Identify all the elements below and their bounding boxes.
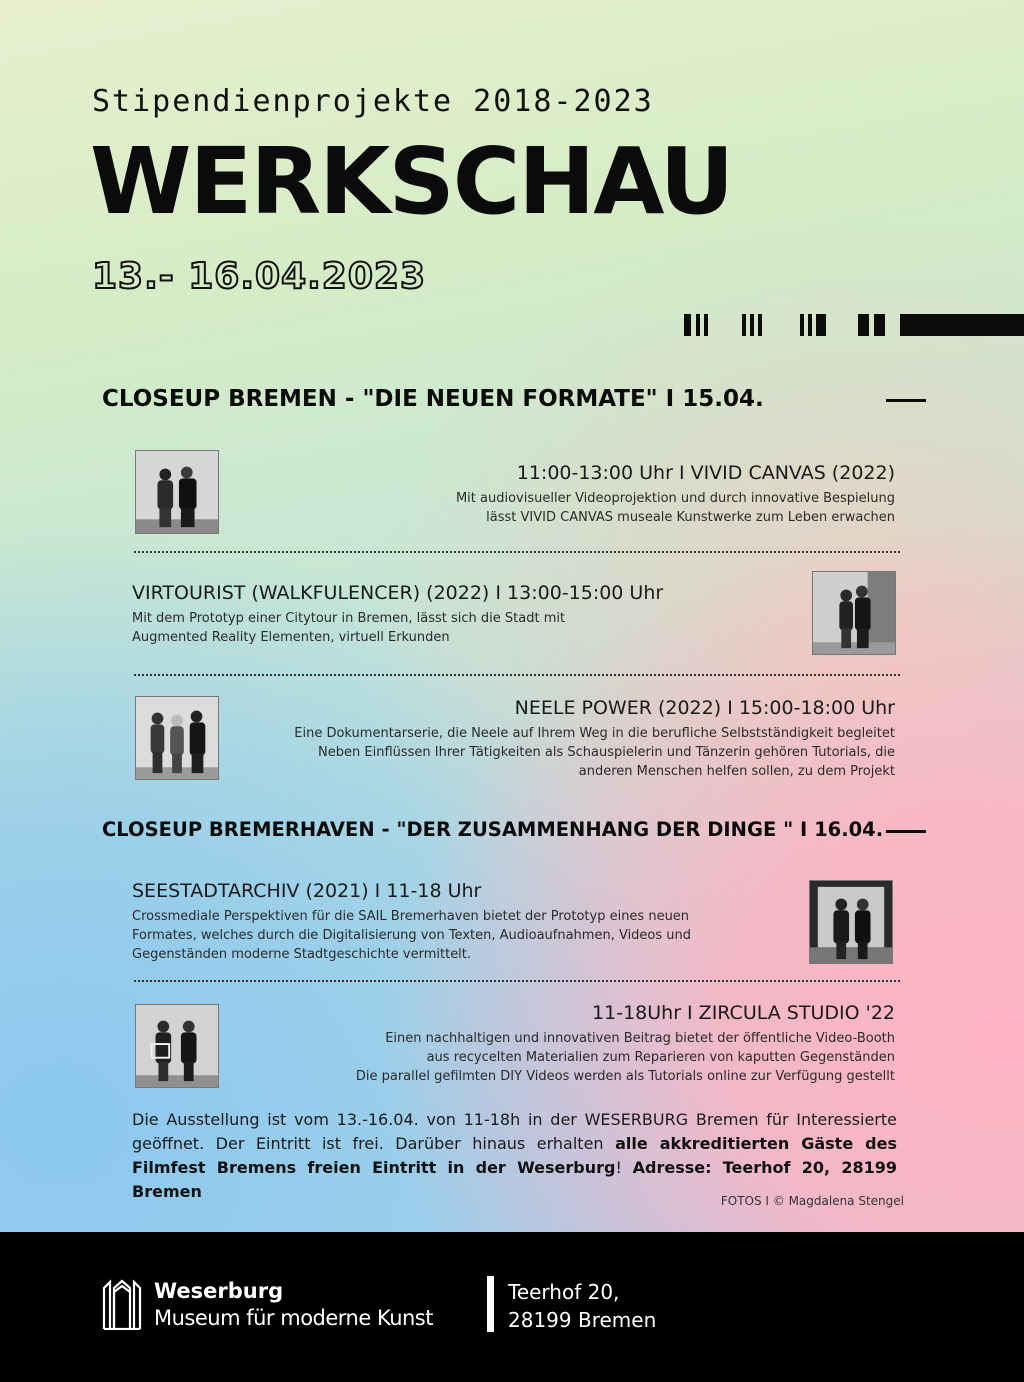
info-address: Adresse: Teerhof 20, 28199 Bremen — [132, 1158, 898, 1201]
event-vivid-canvas — [335, 462, 895, 527]
pretitle: Stipendienprojekte 2018-2023 — [92, 84, 654, 119]
event-desc-line: Augmented Reality Elementen, virtuell Erkunden — [132, 630, 450, 645]
event-zircula-studio — [275, 1002, 895, 1086]
event-desc-line: Einen nachhaltigen und innovativen Beitrag bietet der öffentliche Video-Booth — [385, 1031, 895, 1046]
event-title: 11:00-13:00 Uhr I VIVID CANVAS (2022) — [516, 462, 895, 484]
event-title: VIRTOURIST (WALKFULENCER) (2022) I 13:00-15:00 Uhr — [132, 582, 664, 604]
group-photo — [135, 696, 219, 780]
event-desc-line: Gegenständen moderne Stadtgeschichte vermittelt. — [132, 947, 472, 962]
info-highlight: alle akkreditierten Gäste des Filmfest Bremens freien Eintritt in der Weserburg — [132, 1134, 897, 1177]
group-photo — [809, 880, 893, 964]
barcode-decoration — [684, 314, 1024, 336]
event-desc-line: lässt VIVID CANVAS museale Kunstwerke zum Leben erwachen — [486, 510, 895, 525]
event-desc-line: Die parallel gefilmten DIY Videos werden als Tutorials online zur Verfügung gestellt — [355, 1069, 895, 1084]
event-desc-line: anderen Menschen helfen sollen, zu dem Projekt — [578, 764, 895, 779]
weserburg-logo-icon — [102, 1278, 142, 1330]
footer-address — [508, 1278, 656, 1334]
info-text: Die Ausstellung ist vom 13.-16.04. von 11-18h in der WESERBURG Bremen für Interessierte geöffnet. Der Eintritt ist frei. Darüber hinaus erhalten — [132, 1110, 897, 1153]
footer-separator — [487, 1276, 494, 1332]
page-title: WERKSCHAU — [90, 128, 733, 235]
section-title-bremen: CLOSEUP BREMEN - "DIE NEUEN FORMATE" I 15.04. — [102, 386, 764, 412]
event-seestadtarchiv — [132, 880, 772, 964]
event-desc-line: aus recycelten Materialien zum Reparieren von kaputten Gegenständen — [426, 1050, 895, 1065]
dotted-divider — [134, 674, 900, 676]
event-desc-line: Formates, welches durch die Digitalisierung von Texten, Audioaufnahmen, Videos und — [132, 928, 692, 943]
photo-credit: FOTOS I © Magdalena Stengel — [720, 1194, 904, 1208]
dotted-divider — [134, 980, 900, 982]
event-desc-line: Mit audiovisueller Videoprojektion und durch innovative Bespielung — [455, 491, 895, 506]
dotted-divider — [134, 551, 900, 553]
info-text: ! — [615, 1158, 633, 1177]
event-desc-line: Mit dem Prototyp einer Citytour in Bremen, lässt sich die Stadt mit — [132, 611, 566, 626]
section-dash — [886, 399, 926, 402]
event-desc-line: Neben Einflüssen Ihrer Tätigkeiten als Schauspielerin und Tänzerin gehören Tutorials, die — [318, 745, 895, 760]
event-date: 13.- 16.04.2023 — [92, 256, 426, 297]
group-photo — [135, 1004, 219, 1088]
logo-subtitle: Museum für moderne Kunst — [154, 1306, 433, 1330]
logo-name: Weserburg — [154, 1279, 284, 1303]
event-title: NEELE POWER (2022) I 15:00-18:00 Uhr — [514, 697, 895, 719]
address-line: Teerhof 20, — [508, 1280, 620, 1304]
event-title: SEESTADTARCHIV (2021) I 11-18 Uhr — [132, 880, 482, 902]
section-dash — [886, 830, 926, 833]
event-desc-line: Eine Dokumentarserie, die Neele auf Ihrem Weg in die berufliche Selbstständigkeit begleitet — [294, 726, 895, 741]
event-desc-line: Crossmediale Perspektiven für die SAIL Bremerhaven bietet der Prototyp eines neuen — [132, 909, 690, 924]
group-photo — [135, 450, 219, 534]
event-neele-power — [255, 697, 895, 781]
event-virtourist — [132, 582, 772, 647]
section-title-bremerhaven: CLOSEUP BREMERHAVEN - "DER ZUSAMMENHANG DER DINGE " I 16.04. — [102, 818, 884, 841]
exhibition-info — [132, 1108, 897, 1204]
address-line: 28199 Bremen — [508, 1308, 657, 1332]
group-photo — [812, 571, 896, 655]
event-title: 11-18Uhr I ZIRCULA STUDIO '22 — [592, 1002, 895, 1024]
